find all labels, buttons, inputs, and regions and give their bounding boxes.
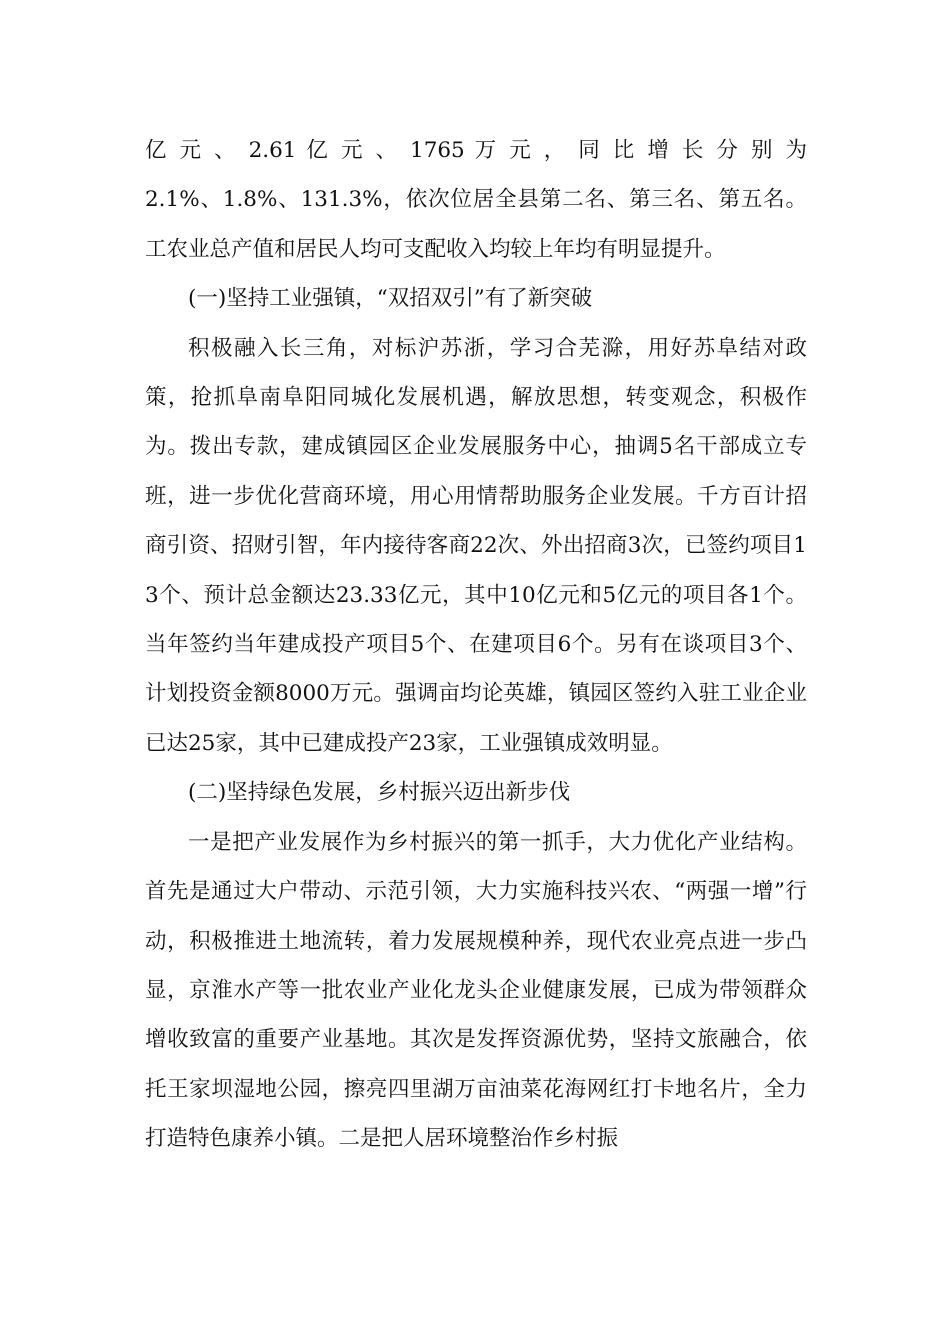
document-body — [145, 126, 807, 1164]
paragraph-line: 亿 元 、 2.61 亿 元 、 1765 万 元 ， 同 比 增 长 分 别 为 — [145, 138, 807, 163]
paragraph-line: 2.1%、1.8%、131.3%，依次位居全县第二名、第三名、第五名。工农业总产值和居民人均可支配收入均较上年均有明显提升。 — [145, 187, 807, 262]
paragraph-body-1: 积极融入长三角，对标沪苏浙，学习合芜滁，用好苏阜结对政策，抢抓阜南阜阳同城化发展机遇，解放思想，转变观念，积极作为。拨出专款，建成镇园区企业发展服务中心，抽调5名干部成立专班，进一步优化营商环境，用心用情帮助服务企业发展。千方百计招商引资、招财引智，年内接待客商22次、外出招商3次，已签约项目13个、预计总金额达23.33亿元，其中10亿元和5亿元的项目各1个。当年签约当年建成投产项目5个、在建项目6个。另有在谈项目3个、计划投资金额8000万元。强调亩均论英雄，镇园区签约入驻工业企业已达25家，其中已建成投产23家，工业强镇成效明显。 — [145, 335, 807, 756]
paragraph-body-2: 一是把产业发展作为乡村振兴的第一抓手，大力优化产业结构。首先是通过大户带动、示范引领，大力实施科技兴农、“两强一增”行动，积极推进土地流转，着力发展规模种养，现代农业亮点进一步凸显，京淮水产等一批农业产业化龙头企业健康发展，已成为带领群众增收致富的重要产业基地。其次是发挥资源优势，坚持文旅融合，依托王家坝湿地公园，擦亮四里湖万亩油菜花海网红打卡地名片，全力打造特色康养小镇。二是把人居环境整治作乡村振 — [145, 829, 807, 1152]
section-heading-1: (一)坚持工业强镇，“双招双引”有了新突破 — [188, 286, 593, 312]
section-heading-2: (二)坚持绿色发展，乡村振兴迈出新步伐 — [188, 780, 571, 806]
paragraph-intro-continued — [145, 126, 807, 274]
